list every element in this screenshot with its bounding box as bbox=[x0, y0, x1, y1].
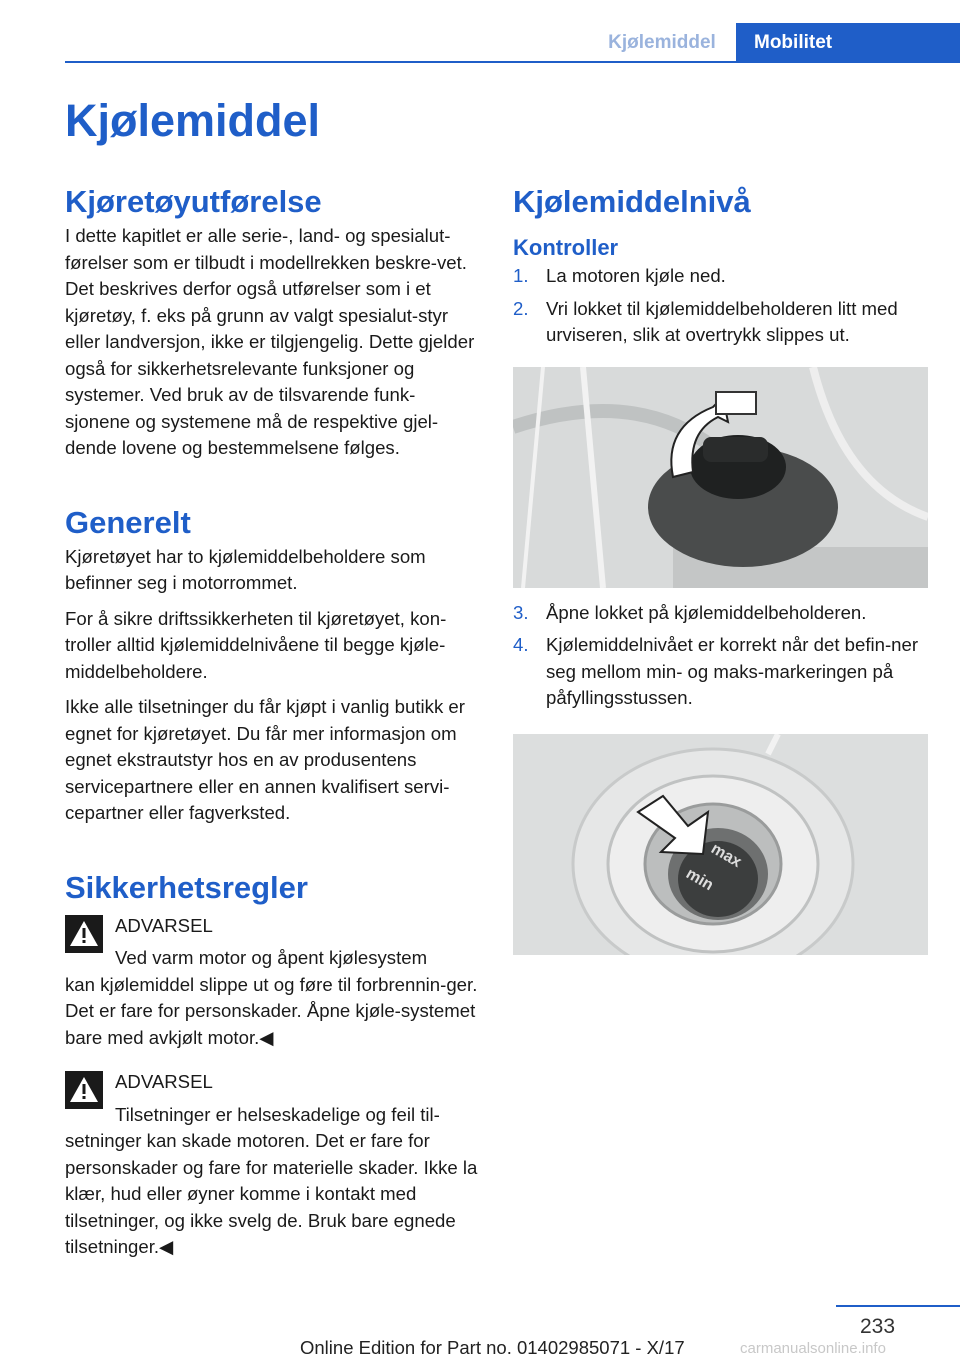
footer-rule bbox=[836, 1305, 960, 1307]
steps-list bbox=[513, 600, 926, 712]
right-column bbox=[513, 181, 926, 955]
check-heading: Kontroller bbox=[513, 235, 619, 260]
general-heading: Generelt bbox=[65, 504, 191, 540]
warning-label: ADVARSEL bbox=[115, 914, 213, 936]
page-title: Kjølemiddel bbox=[65, 95, 321, 146]
general-paragraph-3: Ikke alle tilsetninger du får kjøpt i vanlig butikk er egnet for kjøretøyet. Du får mer informasjon om egnet ekstrautstyr hos en av produsentens servicepartnere eller en annen kvalifisert servi‐cepartner eller fagverksted. bbox=[65, 696, 465, 823]
steps-list bbox=[513, 263, 926, 349]
list-item: 1. La motoren kjøle ned. bbox=[513, 265, 726, 286]
edition-text: Online Edition for Part no. 01402985071 - X/17 bbox=[300, 1337, 685, 1358]
watermark: carmanualsonline.info bbox=[740, 1340, 886, 1357]
list-item: 2. Vri lokket til kjølemiddelbeholderen litt med urviseren, slik at overtrykk slippes ut. bbox=[513, 297, 898, 345]
warning-block bbox=[65, 913, 478, 1052]
list-item: 4. Kjølemiddelnivået er korrekt når det befin‐ner seg mellom min- og maks-markeringen på påfyllingsstussen. bbox=[513, 634, 919, 708]
vehicle-heading: Kjøretøyutførelse bbox=[65, 184, 322, 219]
section-tab[interactable]: Kjølemiddel bbox=[608, 32, 716, 53]
filler-neck-figure bbox=[513, 734, 928, 955]
header-rule bbox=[65, 61, 960, 63]
max-marking: max bbox=[708, 839, 745, 871]
list-item: 3. Åpne lokket på kjølemiddelbeholderen. bbox=[513, 601, 867, 623]
chapter-tab[interactable]: Mobilitet bbox=[736, 23, 960, 62]
level-heading: Kjølemiddelnivå bbox=[513, 184, 751, 219]
warning-first-line: Ved varm motor og åpent kjølesystem bbox=[115, 947, 428, 968]
min-marking: min bbox=[683, 864, 717, 894]
page-number: 233 bbox=[860, 1315, 896, 1338]
general-paragraph-1: Kjøretøyet har to kjølemiddelbeholdere som befinner seg i motorrommet. bbox=[65, 545, 426, 593]
vehicle-text: I dette kapitlet er alle serie-, land- og spesialut‐førelser som er tilbudt i modellrekken beskre‐vet. Det beskrives derfor også utførelser som i et kjøretøy, f. eks på grunn av valgt spesialut‐styr eller landversjon, ikke er tilgjengelig. Dette gjelder også for sikkerhetsrelevante funksjoner og systemer. Ved bruk av de tilsvarende funk‐sjonene og systemene må de respektive gjel‐dende lovene og bestemmelsene følges. bbox=[65, 225, 475, 458]
warning-triangle-icon bbox=[65, 915, 103, 953]
safety-heading: Sikkerhetsregler bbox=[65, 869, 308, 905]
warning-text: kan kjølemiddel slippe ut og føre til forbrennin‐ger. Det er fare for personskader. Åpne kjøle‐systemet bare med avkjølt motor.◀ bbox=[65, 973, 478, 1048]
warning-block bbox=[65, 1069, 478, 1261]
warning-label: ADVARSEL bbox=[115, 1071, 213, 1092]
warning-first-line: Tilsetninger er helseskadelige og feil til‐ bbox=[115, 1103, 440, 1125]
warning-text: setninger kan skade motoren. Det er fare for personskader og fare for materielle skader. Ikke la klær, hud eller øyner komme i kontakt med tilsetninger, og ikke svelg de. Bruk bare egnede tilsetninger.◀ bbox=[65, 1130, 478, 1257]
warning-triangle-icon bbox=[65, 1071, 103, 1109]
cap-rotation-figure bbox=[513, 367, 928, 588]
general-paragraph-2: For å sikre driftssikkerheten til kjøretøyet, kon‐troller alltid kjølemiddelnivåene til begge kjøle‐middelbeholdere. bbox=[65, 607, 447, 682]
left-column bbox=[65, 181, 478, 1261]
